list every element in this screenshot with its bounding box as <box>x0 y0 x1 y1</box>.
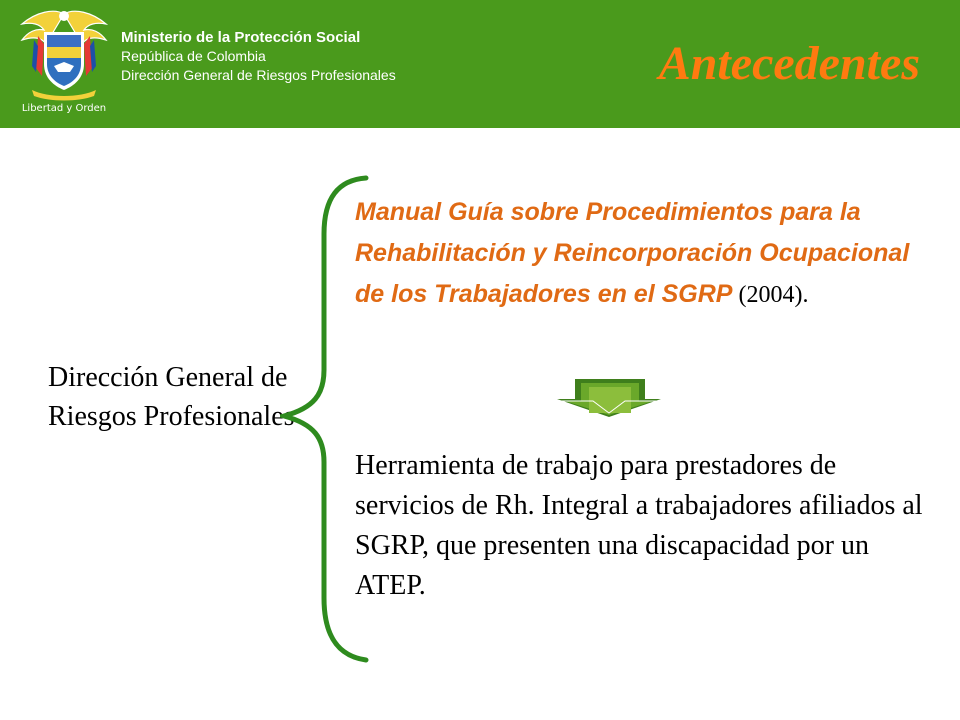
description-text: Herramienta de trabajo para prestadores de servicios de Rh. Integral a trabajadores afiliados al SGRP, que presenten una discapacidad por un ATEP. <box>355 450 923 601</box>
directorate-name: Dirección General de Riesgos Profesionales <box>121 67 396 83</box>
colombia-coat-of-arms-icon <box>14 6 114 122</box>
country-name: República de Colombia <box>121 48 266 64</box>
logo-caption: Libertad y Orden <box>21 103 107 114</box>
manual-year: (2004). <box>738 282 809 308</box>
header-banner <box>0 0 960 128</box>
ministry-block <box>121 28 396 85</box>
manual-title <box>355 192 915 316</box>
entity-label: Dirección General de Riesgos Profesionales <box>48 362 295 432</box>
ministry-name: Ministerio de la Protección Social <box>121 29 361 46</box>
section-title: Antecedentes <box>658 37 920 90</box>
down-arrow-icon <box>553 377 663 419</box>
manual-title-text: Manual Guía sobre Procedimientos para la Rehabilitación y Reincorporación Ocupacional de los Trabajadores en el SGRP <box>355 198 910 308</box>
